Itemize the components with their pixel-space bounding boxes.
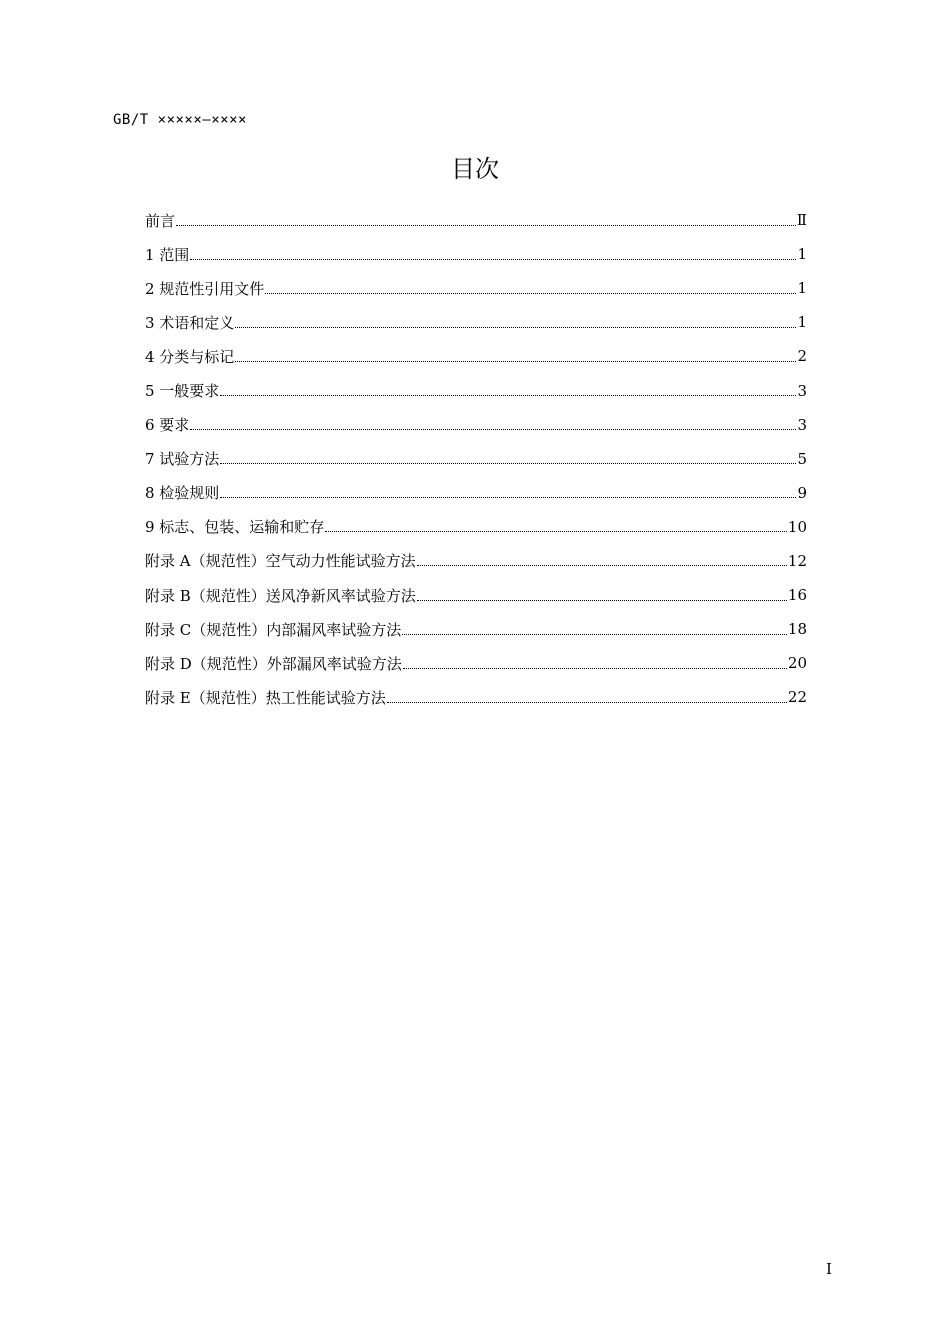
toc-item-page: 1 (797, 313, 807, 332)
toc-item-label: 7 试验方法 (145, 450, 220, 469)
toc-dot-leader (220, 463, 796, 464)
toc-item-label: 5 一般要求 (145, 382, 220, 401)
toc-item-test-methods[interactable] (145, 442, 807, 476)
toc-item-page: 3 (797, 381, 807, 400)
standard-code: GB/T ×××××—×××× (113, 112, 247, 128)
toc-item-label: 8 检验规则 (145, 484, 220, 503)
toc-item-label: 附录 B（规范性）送风净新风率试验方法 (145, 586, 416, 605)
toc-dot-leader (235, 361, 796, 362)
toc-dot-leader (417, 600, 787, 601)
toc-item-annex-e[interactable] (145, 680, 807, 714)
toc-dot-leader (417, 565, 787, 566)
toc-item-page: 22 (787, 688, 807, 707)
toc-item-scope[interactable] (145, 237, 807, 271)
table-of-contents (145, 203, 807, 714)
toc-item-page: 12 (787, 551, 807, 570)
toc-item-label: 9 标志、包装、运输和贮存 (145, 518, 325, 537)
toc-item-inspection-rules[interactable] (145, 476, 807, 510)
toc-dot-leader (190, 259, 796, 260)
toc-item-page: 1 (797, 245, 807, 264)
toc-item-label: 附录 D（规范性）外部漏风率试验方法 (145, 654, 402, 673)
toc-item-classification[interactable] (145, 339, 807, 373)
toc-dot-leader (176, 225, 796, 226)
toc-item-terms-definitions[interactable] (145, 305, 807, 339)
toc-item-annex-a[interactable] (145, 544, 807, 578)
toc-item-label: 2 规范性引用文件 (145, 279, 265, 298)
toc-item-marking-packaging[interactable] (145, 510, 807, 544)
toc-item-label: 4 分类与标记 (145, 347, 235, 366)
toc-item-annex-c[interactable] (145, 612, 807, 646)
toc-item-label: 1 范围 (145, 245, 190, 264)
toc-item-label: 附录 A（规范性）空气动力性能试验方法 (145, 552, 416, 571)
toc-item-label: 前言 (145, 211, 176, 230)
toc-item-page: 18 (787, 620, 807, 639)
toc-item-page: Ⅱ (796, 211, 807, 230)
toc-item-label: 附录 E（规范性）热工性能试验方法 (145, 688, 386, 707)
toc-item-annex-d[interactable] (145, 646, 807, 680)
toc-dot-leader (220, 497, 796, 498)
toc-dot-leader (220, 395, 796, 396)
toc-item-page: 16 (787, 586, 807, 605)
toc-dot-leader (403, 668, 787, 669)
toc-item-label: 附录 C（规范性）内部漏风率试验方法 (145, 620, 402, 639)
toc-item-normative-references[interactable] (145, 271, 807, 305)
toc-item-general-requirements[interactable] (145, 373, 807, 407)
toc-item-page: 1 (797, 279, 807, 298)
toc-item-page: 20 (787, 654, 807, 673)
toc-item-foreword[interactable] (145, 203, 807, 237)
toc-dot-leader (325, 531, 787, 532)
toc-item-label: 3 术语和定义 (145, 313, 235, 332)
toc-item-page: 2 (797, 347, 807, 366)
toc-dot-leader (235, 327, 796, 328)
toc-item-requirements[interactable] (145, 408, 807, 442)
toc-dot-leader (265, 293, 796, 294)
toc-item-page: 10 (787, 517, 807, 536)
toc-item-page: 5 (797, 449, 807, 468)
toc-item-label: 6 要求 (145, 416, 190, 435)
toc-dot-leader (190, 429, 796, 430)
toc-title: 目次 (451, 155, 499, 183)
toc-dot-leader (387, 702, 787, 703)
toc-item-page: 9 (797, 483, 807, 502)
toc-item-annex-b[interactable] (145, 578, 807, 612)
page-number: I (826, 1260, 832, 1278)
toc-item-page: 3 (797, 415, 807, 434)
toc-dot-leader (402, 634, 787, 635)
